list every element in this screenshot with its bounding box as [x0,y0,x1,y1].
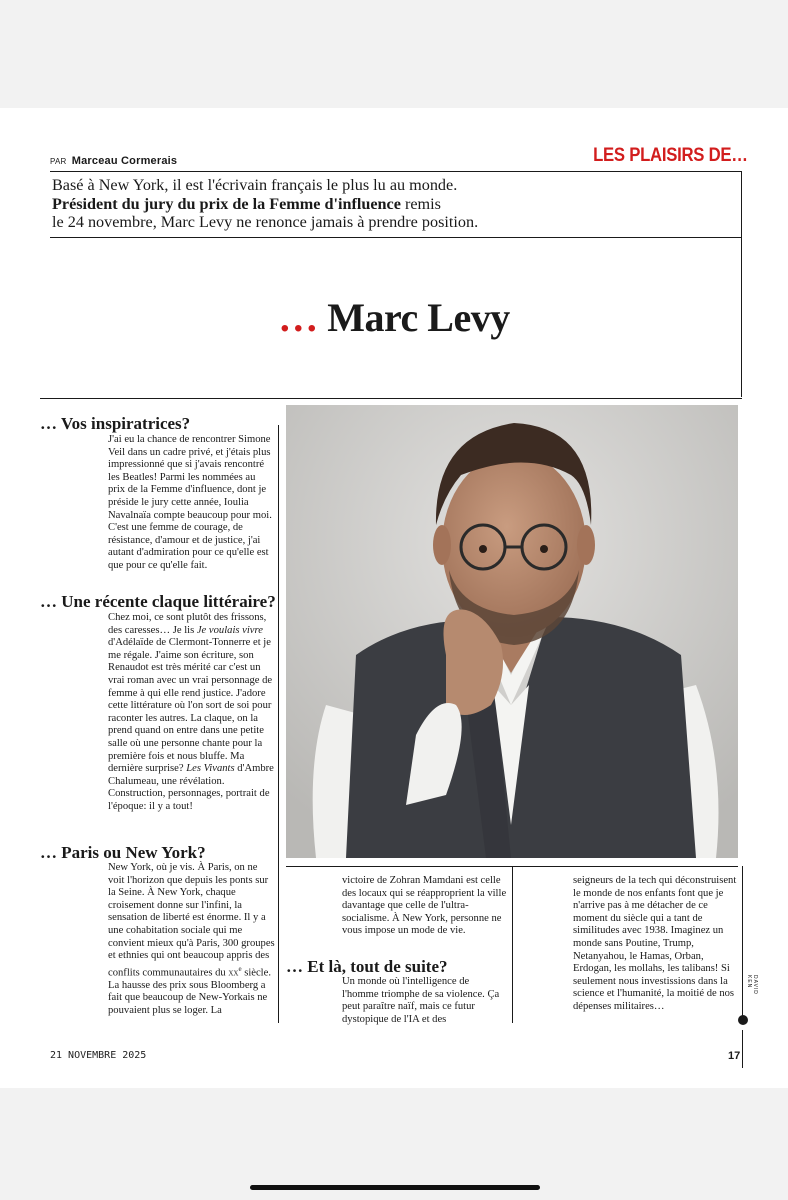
issue-date: 21 NOVEMBRE 2025 [50,1050,147,1061]
end-mark [738,1015,748,1025]
header-rule [50,171,742,172]
intro-line-3: le 24 novembre, Marc Levy ne renonce jamais à prendre position. [52,213,479,231]
home-indicator[interactable] [250,1185,540,1190]
answer-inspiratrices: J'ai eu la chance de rencontrer Simone Veil dans un cadre privé, et j'étais plus impressionné que si j'avais rencontré les Beatles! Parmi les nommées au prix de la Femme d'influence, dont je préside le jury cette année, Ioulia Navalnaïa compte beaucoup pour moi. C'est une femme de courage, de résistance, d'amour et de justice, j'ai autant d'admiration pour ce qu'elle est que pour ce qu'elle fait. [108,434,272,571]
answer-paris-ny-part-a: New York, où je vis. À Paris, on ne voit l'horizon que depuis les ponts sur la Seine. À New York, chaque croisement donne sur l'infini, la sensation de liberté est énorme. Il y a une cohabitation sociale qui me convient mieux qu'à Paris, 300 groupes et ethnies qui ont beaucoup appris des conflits communautaires du [108,862,275,979]
byline-author: Marceau Cormerais [71,155,178,167]
answer-paris-ny-continued: victoire de Zohran Mamdani est celle des locaux qui se réapproprient la ville davantage que celle de l'ultra-socialisme. À New York, personne ne vous impose un mode de vie. [342,875,507,937]
intro-highlight: Président du jury du prix de la Femme d'influence [52,194,401,213]
middle-column-rule [512,866,513,1023]
century-suffix: e [238,964,242,973]
photo-credit: DAVID KEN [746,975,758,995]
byline-prefix: PAR [50,157,67,166]
century-numeral: xx [228,967,239,979]
byline [50,155,177,167]
intro-rule [50,237,742,238]
answer-paris-ny-part-b: siècle. La hausse des prix sous Bloomberg a fait que beaucoup de New-Yorkais ne pouvaient plus se loger. La [108,967,271,1017]
question-claque: … Une récente claque littéraire? [40,592,276,611]
section-rule [40,398,742,399]
question-tout-de-suite: … Et là, tout de suite? [286,957,448,976]
question-paris-ny: … Paris ou New York? [40,843,206,862]
answer-tout-de-suite-continued: seigneurs de la tech qui déconstruisent le monde de nos enfants font que je n'arrive pas à me détacher de ce moment du siècle qui a tant de similitudes avec 1938. Imaginez un monde sans Poutine, Trump, Netanyahou, le Hamas, Orban, Erdogan, les mollahs, les talibans! Si seulement nous investissions dans la science et l'humanité, la moitié de nos dépenses militaires… [573,875,737,1012]
answer-claque-part-c: d'Ambre Chalumeau, une révélation. Construction, personnages, portrait de l'époque: il y a tout! [108,763,274,812]
intro-line-2: remis [400,194,441,213]
page-title [0,294,788,341]
intro-text [52,176,522,232]
footer-rule [742,1030,743,1068]
answer-claque-part-a: Chez moi, ce sont plutôt des frissons, des caresses… Je lis [108,612,267,636]
portrait-photo [286,405,738,858]
answer-claque [108,612,276,814]
intro-line-1: Basé à New York, il est l'écrivain français le plus lu au monde. [52,176,458,194]
right-frame-rule [741,171,742,397]
series-title: LES PLAISIRS DE… [593,145,748,166]
answer-tout-de-suite: Un monde où l'intelligence de l'homme triomphe de sa violence. Ça peut paraître naïf, mais ce futur dystopique de l'IA et des [342,976,500,1025]
answer-claque-part-b: d'Adélaïde de Clermont-Tonnerre et je me régale. J'aime son écriture, son Renaudot est très mérité car c'est un vrai roman avec un vrai personnage de femme à qui elle rend justice. J'adore cette littérature où l'on sort de soi pour raconter les autres. La claque, on la prend quand on entre dans une petite salle où une personne chante pour la première fois et nous bluffe. Ma dernière surprise? [108,637,273,775]
page-number: 17 [728,1050,741,1062]
book-title-2: Les Vivants [186,763,235,775]
book-title-1: Je voulais vivre [196,624,263,636]
answer-paris-ny [108,862,276,1018]
portrait-illustration [286,405,738,858]
title-dots: … [278,295,318,340]
left-column-rule [278,425,279,1023]
title-name: Marc Levy [327,295,510,340]
right-column-rule [742,866,743,1021]
question-inspiratrices: … Vos inspiratrices? [40,414,191,433]
